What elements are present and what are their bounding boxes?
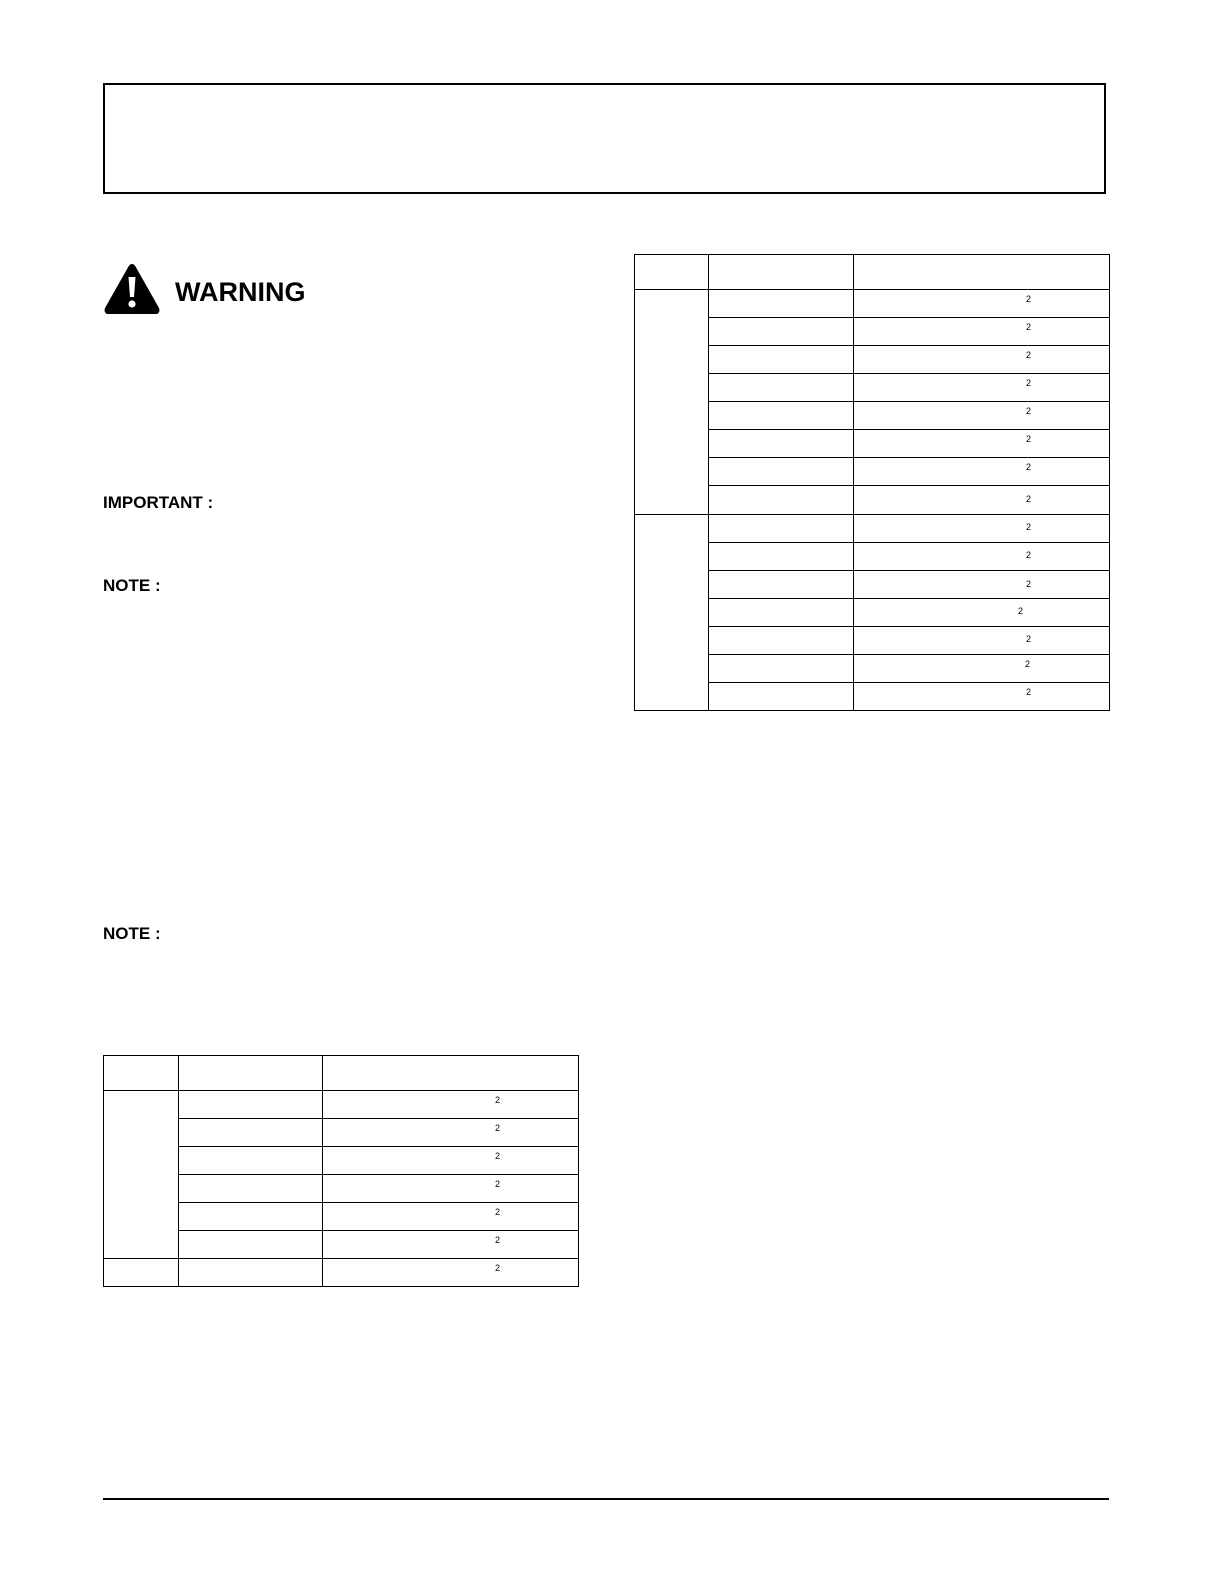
superscript: 2: [1026, 550, 1032, 560]
spec-table-right: [634, 254, 1110, 711]
superscript: 2: [495, 1179, 501, 1189]
table-header-row: [635, 255, 1110, 290]
superscript: 2: [1026, 434, 1032, 444]
superscript: 2: [1025, 659, 1031, 669]
group-cell: [104, 1259, 179, 1287]
table-cell: [854, 458, 1110, 486]
superscript: 2: [1026, 378, 1032, 388]
table-cell: [854, 290, 1110, 318]
table-cell: [323, 1056, 579, 1091]
table-cell: [179, 1091, 323, 1119]
table-cell: [709, 318, 854, 346]
superscript: 2: [495, 1123, 501, 1133]
table-cell: [854, 318, 1110, 346]
table-cell: [179, 1231, 323, 1259]
table-cell: [709, 683, 854, 711]
table-cell: [854, 346, 1110, 374]
table-cell: [709, 543, 854, 571]
table-cell: [854, 486, 1110, 515]
table-cell: [104, 1056, 179, 1091]
superscript: 2: [1026, 522, 1032, 532]
superscript: 2: [1026, 687, 1032, 697]
table-row: [635, 290, 1110, 318]
warning-block: [103, 262, 306, 316]
table-cell: [709, 290, 854, 318]
table-row: [104, 1259, 579, 1287]
superscript: 2: [495, 1207, 501, 1217]
table-header-row: [104, 1056, 579, 1091]
table-cell: [709, 486, 854, 515]
superscript: 2: [1026, 579, 1032, 589]
superscript: 2: [1026, 294, 1032, 304]
table-cell: [854, 683, 1110, 711]
table-cell: [854, 599, 1110, 627]
group-cell: [635, 290, 709, 515]
superscript: 2: [1018, 606, 1024, 616]
table-cell: [709, 571, 854, 599]
table-cell: [323, 1259, 579, 1287]
table-cell: [709, 402, 854, 430]
table-cell: [179, 1259, 323, 1287]
table-cell: [323, 1147, 579, 1175]
table-cell: [854, 515, 1110, 543]
table-cell: [323, 1119, 579, 1147]
table-cell: [323, 1175, 579, 1203]
table-cell: [709, 255, 854, 290]
note-label: NOTE :: [103, 576, 161, 595]
superscript: 2: [495, 1095, 501, 1105]
table-cell: [854, 430, 1110, 458]
table-cell: [709, 346, 854, 374]
table-cell: [323, 1091, 579, 1119]
important-label: IMPORTANT :: [103, 493, 214, 512]
table-row: [104, 1091, 579, 1119]
group-cell: [104, 1091, 179, 1259]
table-cell: [854, 255, 1110, 290]
superscript: 2: [495, 1151, 501, 1161]
table-cell: [854, 627, 1110, 655]
table-cell: [854, 402, 1110, 430]
table-cell: [179, 1056, 323, 1091]
table-cell: [854, 571, 1110, 599]
table-cell: [709, 627, 854, 655]
table-row: [635, 515, 1110, 543]
header-box: [103, 83, 1106, 194]
superscript: 2: [1026, 406, 1032, 416]
superscript: 2: [495, 1235, 501, 1245]
table-cell: [709, 458, 854, 486]
footer-rule: [103, 1498, 1109, 1500]
table-cell: [323, 1203, 579, 1231]
table-cell: [854, 543, 1110, 571]
table-cell: [179, 1175, 323, 1203]
superscript: 2: [1026, 462, 1032, 472]
superscript: 2: [1026, 494, 1032, 504]
table-cell: [179, 1203, 323, 1231]
spec-table-left: [103, 1055, 579, 1287]
table-cell: [709, 515, 854, 543]
table-cell: [854, 655, 1110, 683]
table-cell: [179, 1147, 323, 1175]
table-cell: [709, 599, 854, 627]
table-cell: [323, 1231, 579, 1259]
warning-label: WARNING: [175, 276, 306, 307]
warning-triangle-icon: [103, 262, 161, 316]
table-cell: [709, 430, 854, 458]
superscript: 2: [1026, 350, 1032, 360]
table-cell: [709, 655, 854, 683]
table-cell: [854, 374, 1110, 402]
table-cell: [709, 374, 854, 402]
superscript: 2: [495, 1263, 501, 1273]
table-cell: [635, 255, 709, 290]
table-cell: [179, 1119, 323, 1147]
group-cell: [635, 515, 709, 711]
superscript: 2: [1026, 322, 1032, 332]
superscript: 2: [1026, 634, 1032, 644]
note-label-2: NOTE :: [103, 924, 161, 943]
